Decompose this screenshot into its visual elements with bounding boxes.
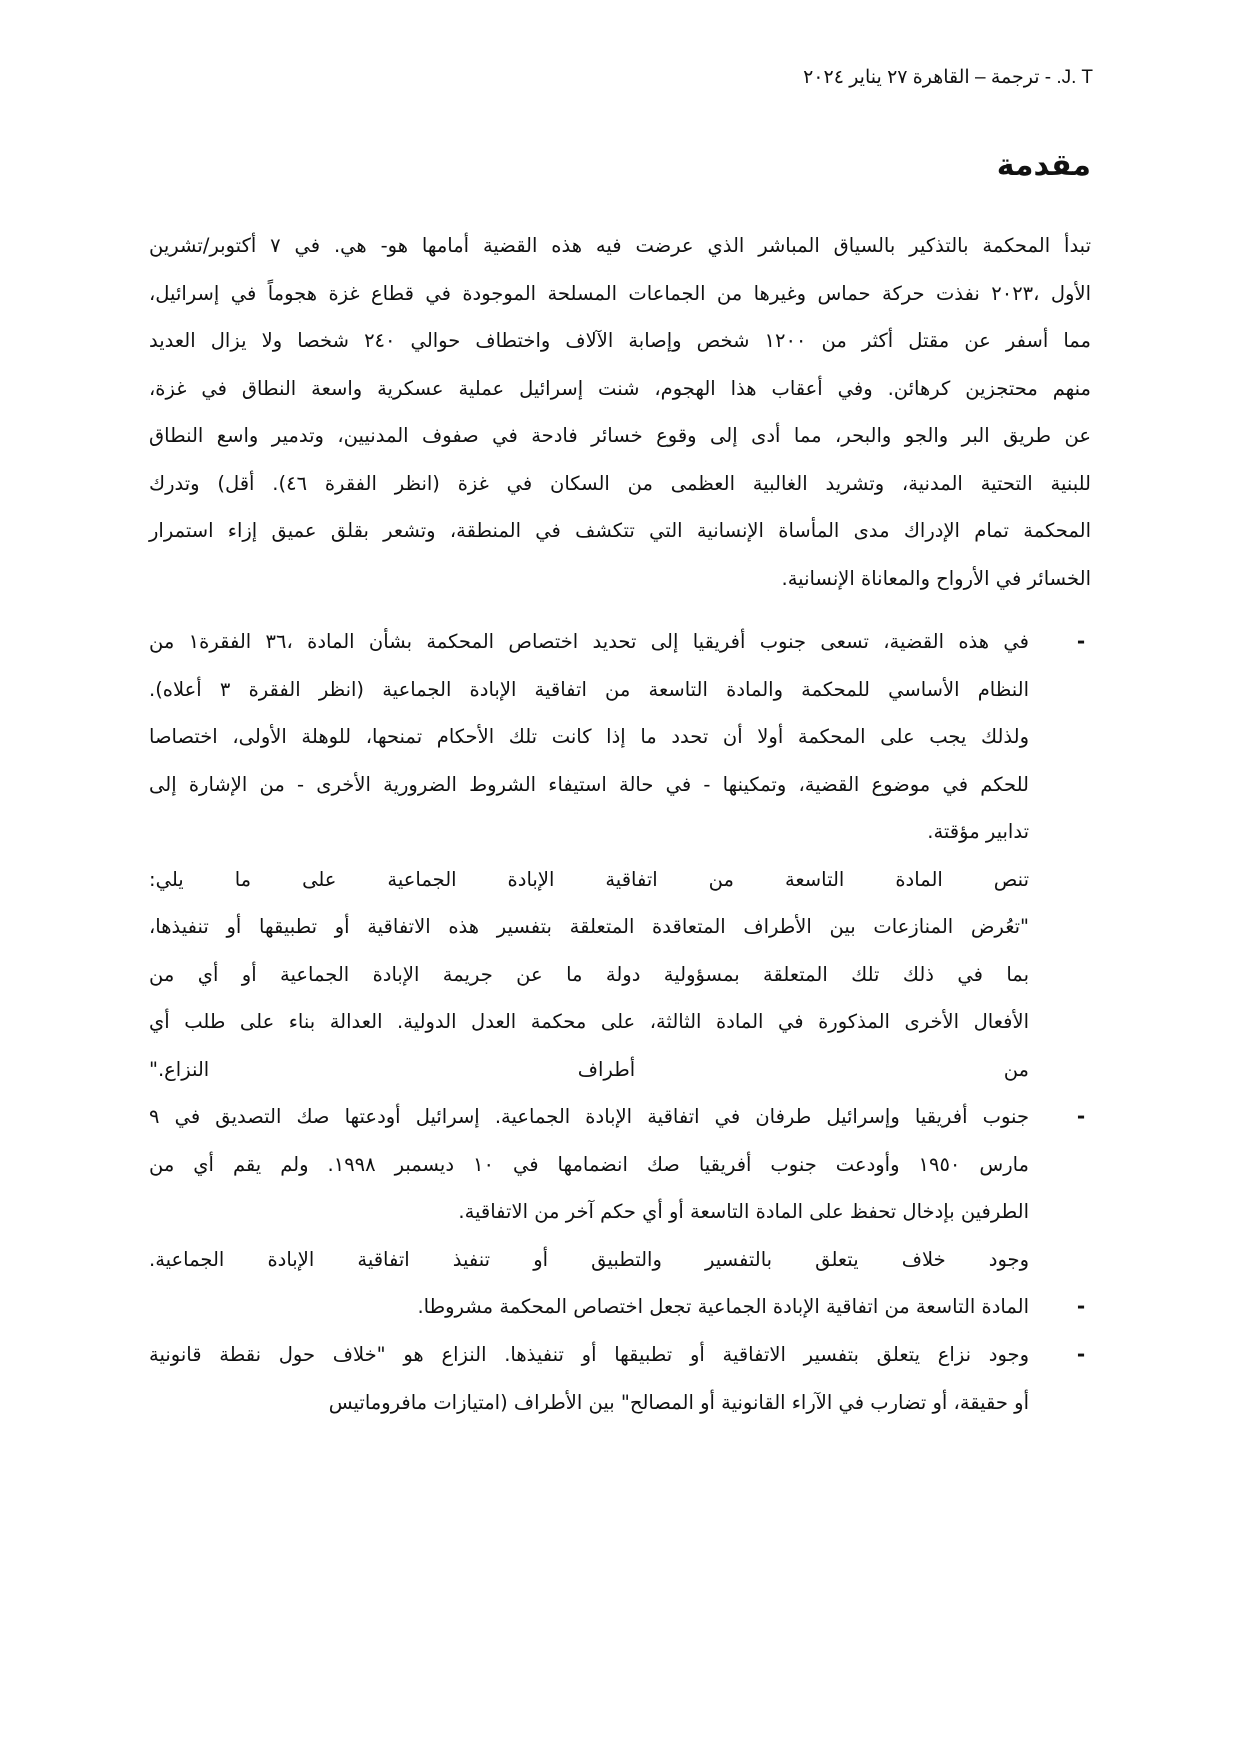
- quote-line: من أطراف النزاع.": [149, 1057, 1029, 1081]
- quote-line: بما في ذلك تلك المتعلقة بمسؤولية دولة ما عن جريمة الإبادة الجماعية أو أي من: [149, 962, 1029, 986]
- paragraph-line: للبنية التحتية المدنية، وتشريد الغالبية العظمى من السكان في غزة (انظر الفقرة ٤٦). أقل) وتدرك: [149, 471, 1091, 495]
- bullet-line: في هذه القضية، تسعى جنوب أفريقيا إلى تحديد اختصاص المحكمة بشأن المادة ،٣٦ الفقرة١ من: [149, 630, 1029, 653]
- paragraph-line: منهم محتجزين كرهائن. وفي أعقاب هذا الهجوم، شنت إسرائيل عملية عسكرية واسعة النطاق في غزة،: [149, 376, 1091, 400]
- bullet-dash-icon: -: [1076, 1294, 1086, 1318]
- bullet-item-dispute: [149, 1331, 1091, 1426]
- bullet-line: جنوب أفريقيا وإسرائيل طرفان في اتفاقية الإبادة الجماعية. إسرائيل أودعتها صك التصديق في ٩: [149, 1105, 1029, 1128]
- article-ix-quote: [149, 856, 1029, 1094]
- bullet-line: مارس ١٩٥٠ وأودعت جنوب أفريقيا صك انضمامها في ١٠ ديسمبر ١٩٩٨. ولم يقم أي من: [149, 1152, 1029, 1176]
- note-line: وجود خلاف يتعلق بالتفسير والتطبيق أو تنفيذ اتفاقية الإبادة الجماعية.: [149, 1247, 1029, 1271]
- paragraph-line: الخسائر في الأرواح والمعاناة الإنسانية.: [781, 566, 1091, 590]
- intro-paragraph: [149, 222, 1091, 602]
- paragraph-line: تبدأ المحكمة بالتذكير بالسياق المباشر الذي عرضت فيه هذه القضية أمامها هو- هي. في ٧ أكتوبر/تشرين: [149, 234, 1091, 257]
- bullet-line: ولذلك يجب على المحكمة أولا أن تحدد ما إذا كانت تلك الأحكام تمنحها، للوهلة الأولى، اختصاصا: [149, 725, 1029, 748]
- bullet-line: الطرفين بإدخال تحفظ على المادة التاسعة أو أي حكم آخر من الاتفاقية.: [458, 1200, 1029, 1223]
- paragraph-line: مما أسفر عن مقتل أكثر من ١٢٠٠ شخص وإصابة الآلاف واختطاف حوالي ٢٤٠ شخصا ولا يزال العديد: [149, 329, 1091, 352]
- bullet-dash-icon: -: [1076, 629, 1086, 653]
- bullet-line: النظام الأساسي للمحكمة والمادة التاسعة من اتفاقية الإبادة الجماعية (انظر الفقرة ٣ أعلاه).: [149, 677, 1029, 701]
- dispute-note: [149, 1236, 1029, 1284]
- section-title: مقدمة: [996, 148, 1091, 183]
- bullet-line: أو حقيقة، أو تضارب في الآراء القانونية أو المصالح" بين الأطراف (امتيازات مافروماتيس: [328, 1390, 1029, 1414]
- bullet-item-conditional: [149, 1283, 1091, 1331]
- quote-line: الأفعال الأخرى المذكورة في المادة الثالثة، على محكمة العدل الدولية. العدالة بناء على طلب أي: [149, 1010, 1029, 1033]
- bullet-item-parties: [149, 1093, 1091, 1283]
- bullet-dash-icon: -: [1076, 1342, 1086, 1366]
- header-text: J. T. - ترجمة – القاهرة ٢٧ يناير ٢٠٢٤: [803, 67, 1093, 88]
- paragraph-line: الأول ،٢٠٢٣ نفذت حركة حماس وغيرها من الجماعات المسلحة الموجودة في قطاع غزة هجوماً في إسرائيل،: [149, 281, 1091, 305]
- bullet-line: وجود نزاع يتعلق بتفسير الاتفاقية أو تطبيقها أو تنفيذها. النزاع هو "خلاف حول نقطة قانونية: [149, 1343, 1029, 1366]
- bullet-line: المادة التاسعة من اتفاقية الإبادة الجماعية تجعل اختصاص المحكمة مشروطا.: [417, 1295, 1029, 1318]
- paragraph-line: عن طريق البر والجو والبحر، مما أدى إلى وقوع خسائر فادحة في صفوف المدنيين، وتدمير واسع النطاق: [149, 424, 1091, 447]
- bullet-line: تدابير مؤقتة.: [927, 820, 1029, 843]
- bullet-dash-icon: -: [1076, 1104, 1086, 1128]
- quote-line: تنص المادة التاسعة من اتفاقية الإبادة الجماعية على ما يلي:: [149, 867, 1029, 891]
- page-header: [193, 66, 1093, 89]
- quote-line: "تعُرض المنازعات بين الأطراف المتعاقدة المتعلقة بتفسير هذه الاتفاقية أو تطبيقها أو تنفيذها،: [149, 915, 1029, 938]
- bullet-item-jurisdiction: [149, 618, 1091, 1093]
- paragraph-line: المحكمة تمام الإدراك مدى المأساة الإنسانية التي تتكشف في المنطقة، وتشعر بقلق عميق إزاء استمرار: [149, 519, 1091, 542]
- bullet-line: للحكم في موضوع القضية، وتمكينها - في حالة استيفاء الشروط الضرورية الأخرى - من الإشارة إلى: [149, 772, 1029, 796]
